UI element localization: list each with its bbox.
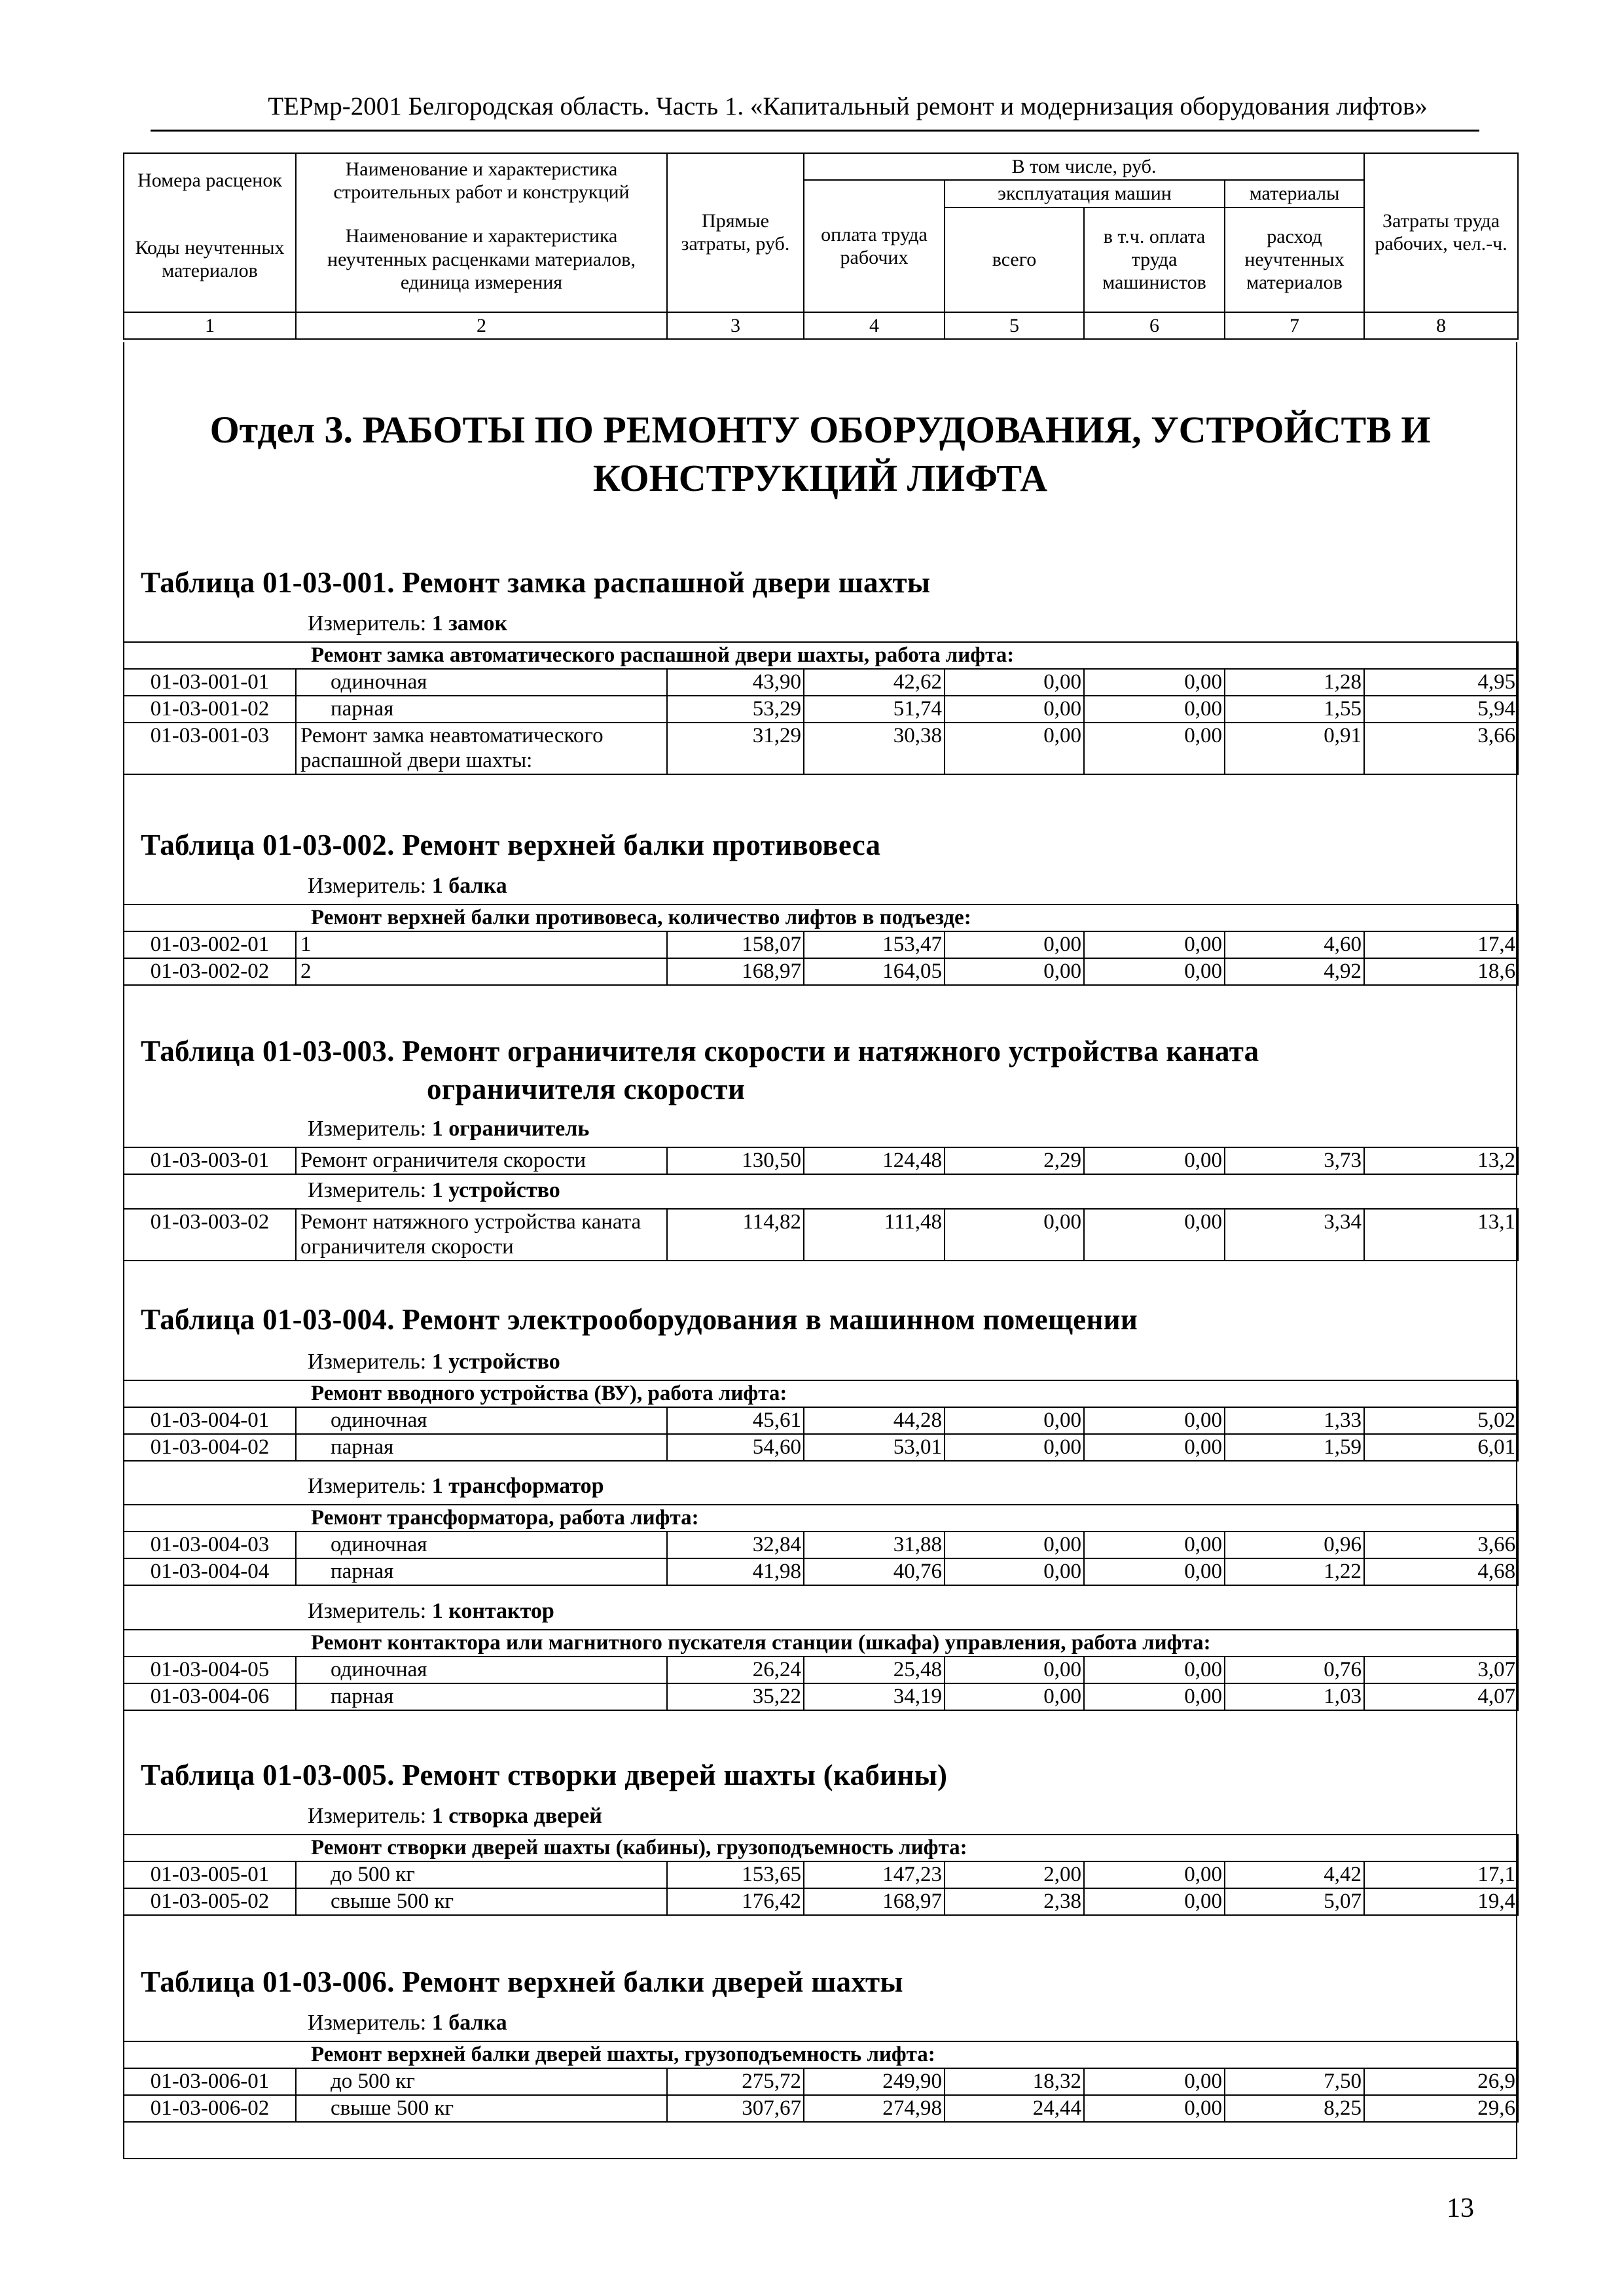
section-title-line2: КОНСТРУКЦИЙ ЛИФТА bbox=[592, 457, 1048, 500]
table-row bbox=[124, 958, 1518, 985]
machines-total: 0,00 bbox=[945, 1683, 1084, 1710]
rate-code: 01-03-005-02 bbox=[124, 1888, 296, 1915]
rate-code: 01-03-004-06 bbox=[124, 1683, 296, 1710]
labor-pay: 164,05 bbox=[804, 958, 945, 985]
table-row bbox=[124, 1558, 1518, 1585]
machines-total: 0,00 bbox=[945, 958, 1084, 985]
labor-pay: 249,90 bbox=[804, 2068, 945, 2095]
direct-cost: 31,29 bbox=[667, 723, 804, 774]
table-title: Таблица 01-03-004. Ремонт электрооборудования в машинном помещении bbox=[141, 1303, 1138, 1336]
table-row bbox=[124, 2095, 1518, 2122]
machinists-pay: 0,00 bbox=[1084, 1861, 1225, 1888]
col3-header: Прямые затраты, руб. bbox=[667, 153, 804, 312]
rate-name: 2 bbox=[296, 958, 667, 985]
col-number: 7 bbox=[1225, 312, 1364, 339]
labor-pay: 31,88 bbox=[804, 1532, 945, 1558]
table-row bbox=[124, 1683, 1518, 1710]
labor-pay: 53,01 bbox=[804, 1434, 945, 1461]
rate-name: свыше 500 кг bbox=[296, 2095, 667, 2122]
machines-total: 0,00 bbox=[945, 1434, 1084, 1461]
rates-table bbox=[123, 641, 1519, 775]
materials-cost: 3,34 bbox=[1225, 1209, 1364, 1261]
rates-table bbox=[123, 1380, 1519, 1462]
labor-hours: 29,6 bbox=[1364, 2095, 1518, 2122]
materials-cost: 1,22 bbox=[1225, 1558, 1364, 1585]
rate-name: одиночная bbox=[296, 669, 667, 696]
direct-cost: 26,24 bbox=[667, 1657, 804, 1683]
rates-table bbox=[123, 1208, 1519, 1261]
rate-name: парная bbox=[296, 1558, 667, 1585]
labor-pay: 40,76 bbox=[804, 1558, 945, 1585]
rate-name: одиночная bbox=[296, 1657, 667, 1683]
group-heading: Ремонт верхней балки противовеса, количество лифтов в подъезде: bbox=[124, 905, 1518, 931]
materials-cost: 5,07 bbox=[1225, 1888, 1364, 1915]
labor-pay: 51,74 bbox=[804, 696, 945, 723]
direct-cost: 275,72 bbox=[667, 2068, 804, 2095]
rates-table bbox=[123, 904, 1519, 986]
section-title bbox=[123, 406, 1517, 503]
machinists-pay: 0,00 bbox=[1084, 1888, 1225, 1915]
table-row bbox=[124, 723, 1518, 774]
machines-total: 2,00 bbox=[945, 1861, 1084, 1888]
table-row bbox=[124, 1147, 1518, 1174]
labor-hours: 5,94 bbox=[1364, 696, 1518, 723]
labor-hours: 17,4 bbox=[1364, 931, 1518, 958]
unit-label: Измеритель: 1 балка bbox=[308, 874, 507, 898]
rate-code: 01-03-003-02 bbox=[124, 1209, 296, 1261]
table-title: Таблица 01-03-001. Ремонт замка распашной двери шахты bbox=[141, 566, 931, 599]
rate-name: свыше 500 кг bbox=[296, 1888, 667, 1915]
rate-code: 01-03-006-02 bbox=[124, 2095, 296, 2122]
rate-code: 01-03-004-04 bbox=[124, 1558, 296, 1585]
machines-total: 0,00 bbox=[945, 1209, 1084, 1261]
col2-bottom-header: Наименование и характеристика неучтенных расценками материалов, единица измерения bbox=[296, 207, 667, 312]
machinists-pay: 0,00 bbox=[1084, 723, 1225, 774]
labor-hours: 3,07 bbox=[1364, 1657, 1518, 1683]
col-number: 6 bbox=[1084, 312, 1225, 339]
materials-cost: 4,42 bbox=[1225, 1861, 1364, 1888]
machines-total: 0,00 bbox=[945, 1558, 1084, 1585]
machinists-pay: 0,00 bbox=[1084, 2095, 1225, 2122]
unit-label: Измеритель: 1 устройство bbox=[308, 1350, 560, 1374]
direct-cost: 168,97 bbox=[667, 958, 804, 985]
labor-hours: 4,95 bbox=[1364, 669, 1518, 696]
machinists-pay: 0,00 bbox=[1084, 696, 1225, 723]
col-number: 4 bbox=[804, 312, 945, 339]
direct-cost: 130,50 bbox=[667, 1147, 804, 1174]
materials-cost: 0,96 bbox=[1225, 1532, 1364, 1558]
labor-hours: 6,01 bbox=[1364, 1434, 1518, 1461]
col1-top-header: Номера расценок bbox=[124, 153, 296, 207]
col-number: 3 bbox=[667, 312, 804, 339]
col-number: 5 bbox=[945, 312, 1084, 339]
machinists-pay: 0,00 bbox=[1084, 669, 1225, 696]
unit-label: Измеритель: 1 трансформатор bbox=[308, 1474, 604, 1498]
materials-cost: 1,03 bbox=[1225, 1683, 1364, 1710]
table-row bbox=[124, 2068, 1518, 2095]
labor-hours: 26,9 bbox=[1364, 2068, 1518, 2095]
materials-cost: 0,91 bbox=[1225, 723, 1364, 774]
machines-total: 0,00 bbox=[945, 931, 1084, 958]
direct-cost: 153,65 bbox=[667, 1861, 804, 1888]
page-number: 13 bbox=[1447, 2193, 1474, 2223]
col7-header: расход неучтенных материалов bbox=[1225, 207, 1364, 312]
labor-pay: 44,28 bbox=[804, 1407, 945, 1434]
labor-pay: 168,97 bbox=[804, 1888, 945, 1915]
machines-total: 2,29 bbox=[945, 1147, 1084, 1174]
rates-table bbox=[123, 1504, 1519, 1586]
rate-code: 01-03-002-02 bbox=[124, 958, 296, 985]
rates-table bbox=[123, 1629, 1519, 1711]
labor-hours: 17,1 bbox=[1364, 1861, 1518, 1888]
rate-name: до 500 кг bbox=[296, 2068, 667, 2095]
rate-name: до 500 кг bbox=[296, 1861, 667, 1888]
unit-label: Измеритель: 1 контактор bbox=[308, 1599, 554, 1623]
rate-name: Ремонт замка неавтоматического распашной двери шахты: bbox=[296, 723, 667, 774]
labor-hours: 13,1 bbox=[1364, 1209, 1518, 1261]
labor-pay: 25,48 bbox=[804, 1657, 945, 1683]
machinists-pay: 0,00 bbox=[1084, 2068, 1225, 2095]
group-heading: Ремонт трансформатора, работа лифта: bbox=[124, 1505, 1518, 1532]
materials-cost: 8,25 bbox=[1225, 2095, 1364, 2122]
machines-total: 24,44 bbox=[945, 2095, 1084, 2122]
machinists-pay: 0,00 bbox=[1084, 1434, 1225, 1461]
direct-cost: 32,84 bbox=[667, 1532, 804, 1558]
rate-name: Ремонт натяжного устройства каната ограничителя скорости bbox=[296, 1209, 667, 1261]
table-title: Таблица 01-03-005. Ремонт створки дверей шахты (кабины) bbox=[141, 1759, 948, 1791]
col1-bottom-header: Коды неучтенных материалов bbox=[124, 207, 296, 312]
group-heading: Ремонт вводного устройства (ВУ), работа лифта: bbox=[124, 1380, 1518, 1407]
labor-pay: 111,48 bbox=[804, 1209, 945, 1261]
rate-code: 01-03-004-03 bbox=[124, 1532, 296, 1558]
direct-cost: 114,82 bbox=[667, 1209, 804, 1261]
direct-cost: 176,42 bbox=[667, 1888, 804, 1915]
machines-total: 0,00 bbox=[945, 696, 1084, 723]
rate-code: 01-03-001-02 bbox=[124, 696, 296, 723]
group-heading: Ремонт створки дверей шахты (кабины), грузоподъемность лифта: bbox=[124, 1835, 1518, 1861]
rate-code: 01-03-004-01 bbox=[124, 1407, 296, 1434]
unit-label: Измеритель: 1 замок bbox=[308, 611, 508, 636]
group-heading: Ремонт верхней балки дверей шахты, грузоподъемность лифта: bbox=[124, 2041, 1518, 2068]
unit-label: Измеритель: 1 устройство bbox=[308, 1178, 560, 1202]
materials-cost: 1,28 bbox=[1225, 669, 1364, 696]
table-row bbox=[124, 1434, 1518, 1461]
rates-table bbox=[123, 1834, 1519, 1916]
labor-hours: 5,02 bbox=[1364, 1407, 1518, 1434]
machinists-pay: 0,00 bbox=[1084, 1147, 1225, 1174]
labor-pay: 34,19 bbox=[804, 1683, 945, 1710]
rate-name: парная bbox=[296, 1434, 667, 1461]
materials-cost: 3,73 bbox=[1225, 1147, 1364, 1174]
materials-cost: 4,60 bbox=[1225, 931, 1364, 958]
machinists-pay: 0,00 bbox=[1084, 1209, 1225, 1261]
machinists-pay: 0,00 bbox=[1084, 1657, 1225, 1683]
direct-cost: 158,07 bbox=[667, 931, 804, 958]
rate-name: одиночная bbox=[296, 1407, 667, 1434]
materials-cost: 1,59 bbox=[1225, 1434, 1364, 1461]
machines-header: эксплуатация машин bbox=[945, 180, 1225, 207]
rate-code: 01-03-001-03 bbox=[124, 723, 296, 774]
col-number: 2 bbox=[296, 312, 667, 339]
col8-header: Затраты труда рабочих, чел.-ч. bbox=[1364, 153, 1518, 312]
group-heading: Ремонт замка автоматического распашной двери шахты, работа лифта: bbox=[124, 642, 1518, 669]
labor-hours: 4,68 bbox=[1364, 1558, 1518, 1585]
machinists-pay: 0,00 bbox=[1084, 931, 1225, 958]
rates-table bbox=[123, 2041, 1519, 2123]
labor-hours: 3,66 bbox=[1364, 723, 1518, 774]
unit-label: Измеритель: 1 ограничитель bbox=[308, 1117, 590, 1141]
col6-header: в т.ч. оплата труда машинистов bbox=[1084, 207, 1225, 312]
unit-label: Измеритель: 1 створка дверей bbox=[308, 1804, 602, 1828]
materials-header: материалы bbox=[1225, 180, 1364, 207]
header-rule bbox=[151, 130, 1479, 132]
col-number: 8 bbox=[1364, 312, 1518, 339]
table-row bbox=[124, 669, 1518, 696]
table-title: Таблица 01-03-006. Ремонт верхней балки дверей шахты bbox=[141, 1965, 903, 1998]
rate-code: 01-03-006-01 bbox=[124, 2068, 296, 2095]
direct-cost: 53,29 bbox=[667, 696, 804, 723]
col-number: 1 bbox=[124, 312, 296, 339]
materials-cost: 1,55 bbox=[1225, 696, 1364, 723]
machines-total: 18,32 bbox=[945, 2068, 1084, 2095]
rate-code: 01-03-004-02 bbox=[124, 1434, 296, 1461]
col5-header: всего bbox=[945, 207, 1084, 312]
table-row bbox=[124, 696, 1518, 723]
direct-cost: 43,90 bbox=[667, 669, 804, 696]
labor-pay: 30,38 bbox=[804, 723, 945, 774]
rate-name: парная bbox=[296, 696, 667, 723]
machines-total: 0,00 bbox=[945, 723, 1084, 774]
rate-name: 1 bbox=[296, 931, 667, 958]
table-row bbox=[124, 1657, 1518, 1683]
rate-code: 01-03-002-01 bbox=[124, 931, 296, 958]
rate-name: одиночная bbox=[296, 1532, 667, 1558]
machines-total: 0,00 bbox=[945, 669, 1084, 696]
table-row bbox=[124, 931, 1518, 958]
table-row bbox=[124, 1407, 1518, 1434]
section-title-line1: Отдел 3. РАБОТЫ ПО РЕМОНТУ ОБОРУДОВАНИЯ, УСТРОЙСТВ И bbox=[209, 408, 1431, 451]
unit-label: Измеритель: 1 балка bbox=[308, 2011, 507, 2035]
table-row bbox=[124, 1532, 1518, 1558]
table-row bbox=[124, 1209, 1518, 1261]
table-title: Таблица 01-03-002. Ремонт верхней балки противовеса bbox=[141, 829, 881, 861]
direct-cost: 54,60 bbox=[667, 1434, 804, 1461]
direct-cost: 307,67 bbox=[667, 2095, 804, 2122]
machines-total: 0,00 bbox=[945, 1407, 1084, 1434]
labor-hours: 3,66 bbox=[1364, 1532, 1518, 1558]
rate-name: Ремонт ограничителя скорости bbox=[296, 1147, 667, 1174]
group-heading: Ремонт контактора или магнитного пускателя станции (шкафа) управления, работа лифта: bbox=[124, 1630, 1518, 1657]
machines-total: 0,00 bbox=[945, 1657, 1084, 1683]
table-title-line2: ограничителя скорости bbox=[427, 1072, 746, 1105]
materials-cost: 0,76 bbox=[1225, 1657, 1364, 1683]
direct-cost: 35,22 bbox=[667, 1683, 804, 1710]
rate-code: 01-03-005-01 bbox=[124, 1861, 296, 1888]
table-title bbox=[141, 1033, 1502, 1108]
labor-hours: 13,2 bbox=[1364, 1147, 1518, 1174]
labor-pay: 42,62 bbox=[804, 669, 945, 696]
labor-hours: 19,4 bbox=[1364, 1888, 1518, 1915]
direct-cost: 45,61 bbox=[667, 1407, 804, 1434]
rate-code: 01-03-001-01 bbox=[124, 669, 296, 696]
rate-code: 01-03-004-05 bbox=[124, 1657, 296, 1683]
table-title-line1: Таблица 01-03-003. Ремонт ограничителя скорости и натяжного устройства каната bbox=[141, 1035, 1259, 1067]
labor-pay: 274,98 bbox=[804, 2095, 945, 2122]
labor-pay: 153,47 bbox=[804, 931, 945, 958]
labor-hours: 18,6 bbox=[1364, 958, 1518, 985]
col4-header: оплата труда рабочих bbox=[804, 180, 945, 312]
machines-total: 0,00 bbox=[945, 1532, 1084, 1558]
rates-table bbox=[123, 1147, 1519, 1175]
materials-cost: 7,50 bbox=[1225, 2068, 1364, 2095]
col2-top-header: Наименование и характеристика строительных работ и конструкций bbox=[296, 153, 667, 207]
machines-total: 2,38 bbox=[945, 1888, 1084, 1915]
machinists-pay: 0,00 bbox=[1084, 1407, 1225, 1434]
labor-hours: 4,07 bbox=[1364, 1683, 1518, 1710]
rate-code: 01-03-003-01 bbox=[124, 1147, 296, 1174]
rate-name: парная bbox=[296, 1683, 667, 1710]
table-row bbox=[124, 1861, 1518, 1888]
machinists-pay: 0,00 bbox=[1084, 1532, 1225, 1558]
column-header-table bbox=[123, 152, 1519, 340]
direct-cost: 41,98 bbox=[667, 1558, 804, 1585]
page-header-title: ТЕРмр-2001 Белгородская область. Часть 1. «Капитальный ремонт и модернизация оборудования лифтов» bbox=[268, 92, 1428, 120]
machinists-pay: 0,00 bbox=[1084, 1558, 1225, 1585]
materials-cost: 1,33 bbox=[1225, 1407, 1364, 1434]
machinists-pay: 0,00 bbox=[1084, 1683, 1225, 1710]
labor-pay: 124,48 bbox=[804, 1147, 945, 1174]
incl-header: В том числе, руб. bbox=[804, 153, 1364, 180]
labor-pay: 147,23 bbox=[804, 1861, 945, 1888]
machinists-pay: 0,00 bbox=[1084, 958, 1225, 985]
materials-cost: 4,92 bbox=[1225, 958, 1364, 985]
table-row bbox=[124, 1888, 1518, 1915]
